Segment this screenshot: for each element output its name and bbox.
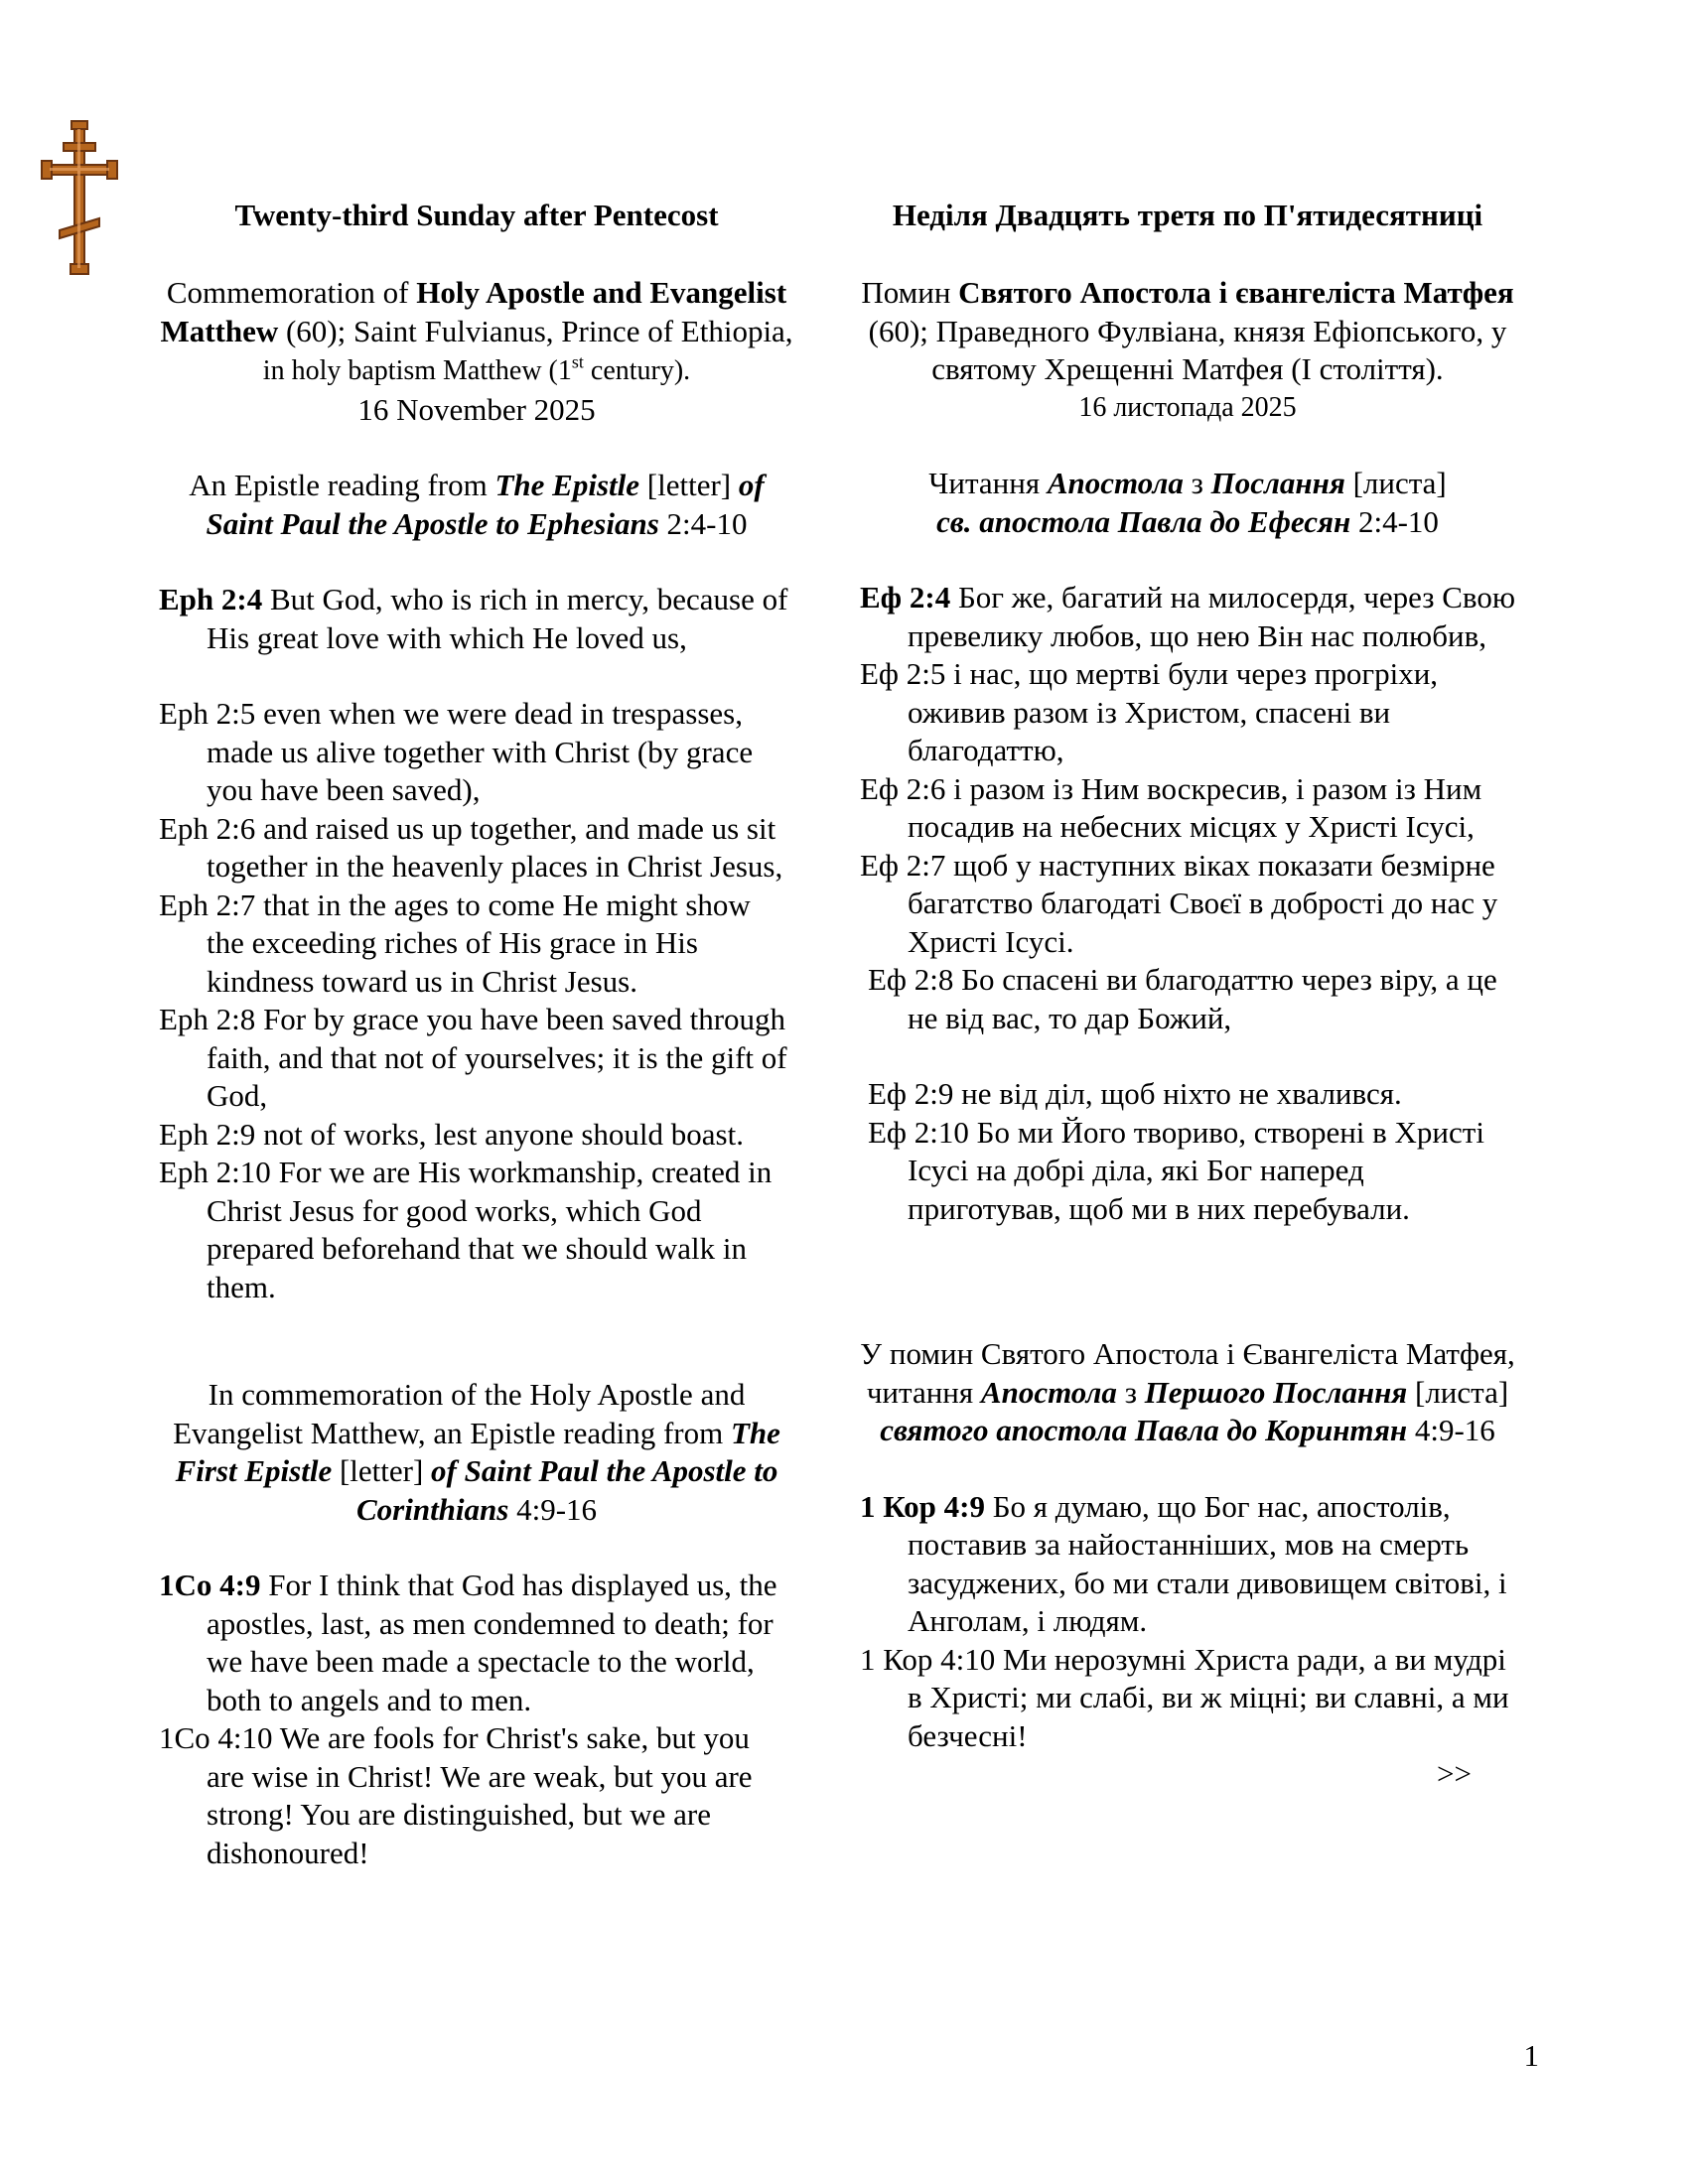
verse-eph-2-9: Eph 2:9 not of works, lest anyone should boast. xyxy=(159,1116,744,1152)
verse-eph-2-10: Eph 2:10 For we are His workmanship, created in Christ Jesus for good works, which God prepared beforehand that we should walk in them. xyxy=(159,1155,773,1304)
verse-eph-2-6: Eph 2:6 and raised us up together, and made us sit together in the heavenly places in Christ Jesus, xyxy=(159,810,783,884)
english-reading-heading-2: In commemoration of the Holy Apostle and Evangelist Matthew, an Epistle reading from The First Epistle [letter] of Saint Paul the Apostle to Corinthians 4:9-16 xyxy=(173,1377,780,1527)
verse-eph-2-8: Eph 2:8 For by grace you have been saved through faith, and that not of yourselves; it is the gift of God, xyxy=(159,1002,787,1113)
verse-ef-2-10: Еф 2:10 Бо ми Його твориво, створені в Христі Ісусі на добрі діла, які Бог наперед приготував, щоб ми в них перебували. xyxy=(868,1114,1484,1226)
orthodox-cross-icon xyxy=(40,119,119,278)
verse-ef-2-7: Еф 2:7 щоб у наступних віках показати безмірне багатство благодаті Своєї в доброcті до нас у Христі Ісусі. xyxy=(860,847,1498,959)
continue-marker: >> xyxy=(1437,1756,1472,1791)
english-date: 16 November 2025 xyxy=(357,391,596,427)
page-number: 1 xyxy=(1523,2038,1539,2073)
verse-1kor-4-9: 1 Кор 4:9 Бо я думаю, що Бог нас, апостолів, поставив за найостанніших, мов на смерть засуджених, бо ми стали дивовищем світові, і Анголам, і людям. xyxy=(860,1488,1507,1638)
english-commemoration: Commemoration of Holy Apostle and Evangelist Matthew (60); Saint Fulvianus, Prince of Ethiopia, in holy baptism Matthew (1st century). xyxy=(160,275,793,386)
ukrainian-reading-heading-1: Читання Апостола з Послання [листа] св. апостола Павла до Ефесян 2:4-10 xyxy=(928,466,1447,539)
verse-eph-2-7: Eph 2:7 that in the ages to come He might show the exceeding riches of His grace in His kindness toward us in Christ Jesus. xyxy=(159,887,751,999)
ukrainian-reading-heading-2: У помин Святого Апостола і Євангеліста Матфея, читання Апостола з Першого Послання [листа] святого апостола Павла до Коринтян 4:9-16 xyxy=(860,1336,1515,1447)
english-title: Twenty-third Sunday after Pentecost xyxy=(234,198,719,232)
verse-ef-2-9: Еф 2:9 не від діл, щоб ніхто не хвалився. xyxy=(868,1076,1402,1111)
ukrainian-title: Неділя Двадцять третя по П'ятидесятниці xyxy=(892,198,1483,232)
ukrainian-column xyxy=(860,197,1515,1794)
verse-ef-2-5: Еф 2:5 і нас, що мертві були через прогріхи, оживив разом із Христом, спасені ви благодаттю, xyxy=(860,656,1439,767)
verse-1kor-4-10: 1 Кор 4:10 Ми нерозумні Христа ради, а ви мудрі в Христі; ми слабі, ви ж міцні; ви славні, а ми безчесні! xyxy=(860,1641,1509,1753)
verse-ef-2-8: Еф 2:8 Бо спасені ви благодаттю через віру, а це не від вас, то дар Божий, xyxy=(868,962,1497,1035)
ukrainian-date: 16 листопада 2025 xyxy=(1078,391,1297,423)
verse-ef-2-4: Еф 2:4 Бог же, багатий на милосердя, через Свою превелику любов, що нею Він нас полюбив, xyxy=(860,580,1515,653)
verse-1co-4-9: 1Co 4:9 For I think that God has displayed us, the apostles, last, as men condemned to death; for we have been made a spectacle to the world, both to angels and to men. xyxy=(159,1568,777,1717)
ukrainian-commemoration: Помин Святого Апостола і євангеліста Матфея (60); Праведного Фулвіана, князя Ефіопського, у святому Хрещенні Матфея (І століття). xyxy=(861,275,1514,386)
verse-eph-2-4: Eph 2:4 But God, who is rich in mercy, because of His great love with which He loved us, xyxy=(159,582,788,655)
verse-1co-4-10: 1Co 4:10 We are fools for Christ's sake, but you are wise in Christ! We are weak, but you are strong! You are distinguished, but we are dishonoured! xyxy=(159,1720,753,1870)
english-column xyxy=(159,197,794,1872)
verse-eph-2-5: Eph 2:5 even when we were dead in trespasses, made us alive together with Christ (by grace you have been saved), xyxy=(159,696,754,807)
english-reading-heading-1: An Epistle reading from The Epistle [letter] of Saint Paul the Apostle to Ephesians 2:4-10 xyxy=(189,468,765,541)
verse-ef-2-6: Еф 2:6 і разом із Ним воскресив, і разом із Ним посадив на небесних місцях у Христі Ісусі, xyxy=(860,770,1482,844)
